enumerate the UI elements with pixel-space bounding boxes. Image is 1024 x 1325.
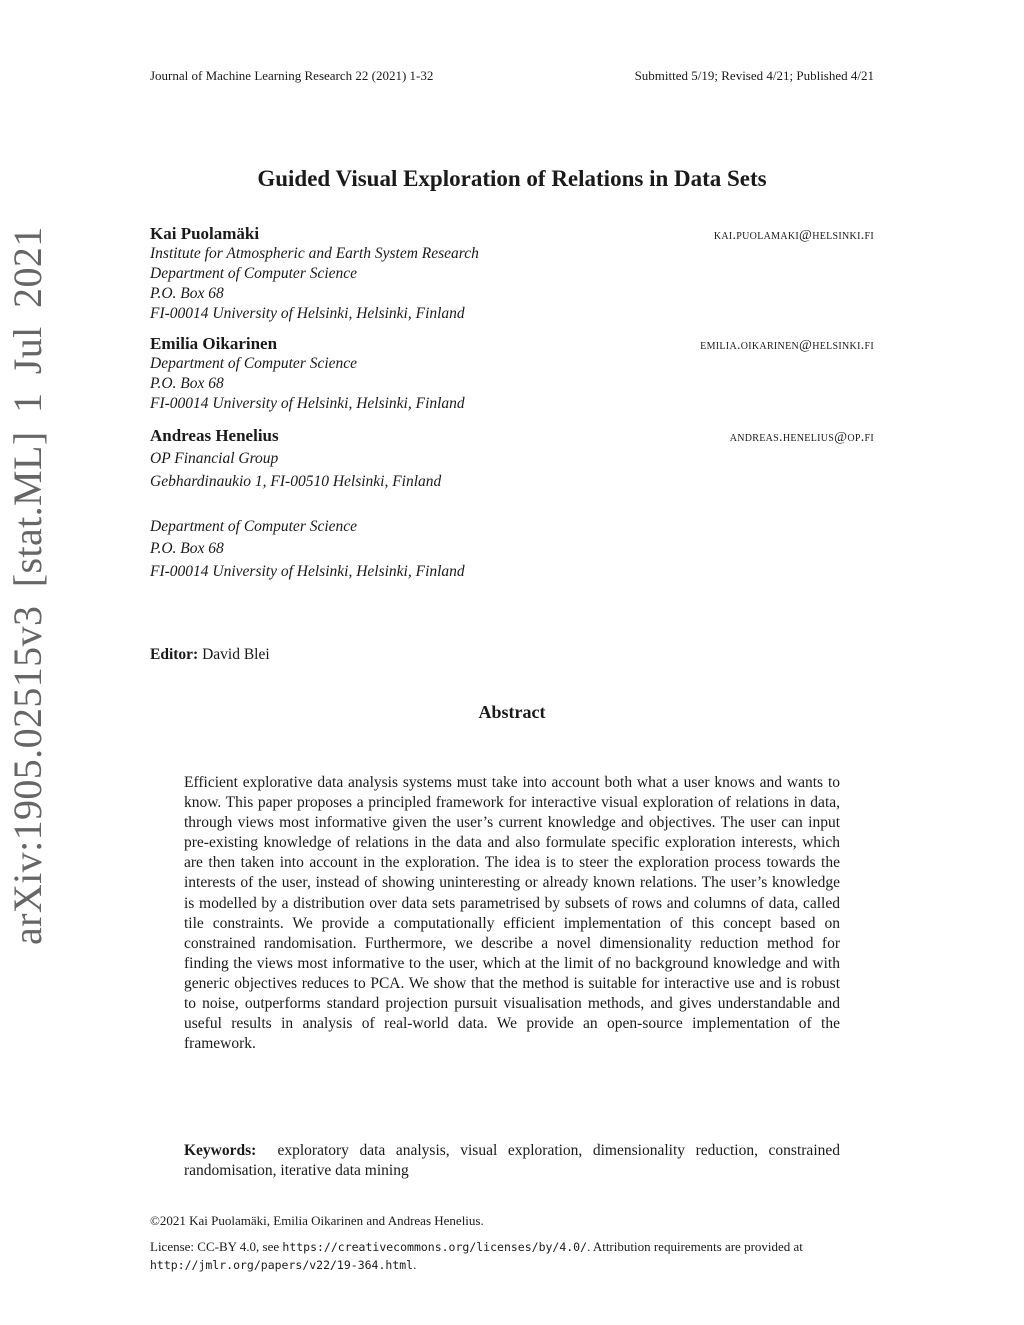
affiliation-line: Department of Computer Science <box>150 355 358 372</box>
arxiv-identifier[interactable]: arXiv:1905.02515v3 [stat.ML] 1 Jul 2021 <box>5 226 50 945</box>
affiliation-line: P.O. Box 68 <box>150 540 224 557</box>
abstract-body: Efficient explorative data analysis systems must take into account both what a user knows and wants to know. This paper proposes a principled framework for interactive visual exploration of relations in data, through views most informative given the user’s current knowledge and objectives. The user can input pre-existing knowledge of relations in the data and also formulate specific exploration interests, which are then taken into account in the exploration. The idea is to steer the exploration process towards the interests of the user, instead of showing uninteresting or already known relations. The user’s knowledge is modelled by a distribution over data sets parametrised by subsets of rows and columns of data, called tile constraints. We provide a computationally efficient implementation of this concept based on constrained randomisation. Furthermore, we describe a novel dimensionality reduction method for finding the views most informative to the user, which at the limit of no background knowledge and with generic objectives reduces to PCA. We show that the method is suitable for interactive use and is robust to noise, outperforms standard projection pursuit visualisation methods, and gives understandable and useful results in analysis of real-world data. We provide an open-source implementation of the framework. <box>184 774 840 1053</box>
license-prefix: License: CC-BY 4.0, see <box>150 1239 283 1254</box>
journal-header: Journal of Machine Learning Research 22 (2021) 1-32 <box>150 68 434 83</box>
affiliation-line: FI-00014 University of Helsinki, Helsinki, Finland <box>150 305 465 322</box>
license-suffix: . <box>413 1257 417 1272</box>
license-middle: . Attribution requirements are provided at <box>587 1239 803 1254</box>
affiliation-line: Gebhardinaukio 1, FI-00510 Helsinki, Finland <box>150 472 442 490</box>
affiliation-line: Department of Computer Science <box>150 265 358 282</box>
affiliation-line: Department of Computer Science <box>150 517 358 535</box>
abstract-heading: Abstract <box>478 702 546 722</box>
affiliation-spacer <box>150 493 874 516</box>
affiliation-line: P.O. Box 68 <box>150 375 224 392</box>
submission-dates: Submitted 5/19; Revised 4/21; Published 4/21 <box>634 68 874 83</box>
author-block-3 <box>150 426 874 583</box>
keywords-label: Keywords: <box>184 1142 257 1159</box>
author-name: Andreas Henelius <box>150 426 279 445</box>
copyright-notice: ©2021 Kai Puolamäki, Emilia Oikarinen and Andreas Henelius. <box>150 1213 484 1228</box>
editor-name: David Blei <box>202 646 270 663</box>
author-name: Emilia Oikarinen <box>150 334 278 353</box>
paper-title: Guided Visual Exploration of Relations in Data Sets <box>257 166 767 191</box>
keywords-text: exploratory data analysis, visual exploration, dimensionality reduction, constrained randomisation, iterative data mining <box>184 1142 840 1179</box>
editor-label: Editor: <box>150 646 199 663</box>
license-url-link[interactable]: https://creativecommons.org/licenses/by/4.0/ <box>282 1240 588 1254</box>
affiliation-line: FI-00014 University of Helsinki, Helsinki, Finland <box>150 395 465 412</box>
editor-line <box>150 646 270 664</box>
affiliation-line: P.O. Box 68 <box>150 285 224 302</box>
affiliation-line: Institute for Atmospheric and Earth System Research <box>150 245 479 262</box>
paper-url-link[interactable]: http://jmlr.org/papers/v22/19-364.html <box>150 1258 414 1272</box>
author-email[interactable]: emilia.oikarinen@helsinki.fi <box>700 338 874 353</box>
license-notice <box>150 1238 874 1274</box>
affiliation-line: OP Financial Group <box>150 450 279 467</box>
author-name: Kai Puolamäki <box>150 224 260 243</box>
author-block-2 <box>150 334 874 414</box>
keywords <box>184 1141 840 1181</box>
author-email[interactable]: andreas.henelius@op.fi <box>729 430 874 445</box>
affiliation-line: FI-00014 University of Helsinki, Helsinki, Finland <box>150 562 465 580</box>
author-email[interactable]: kai.puolamaki@helsinki.fi <box>713 228 874 243</box>
author-block-1 <box>150 224 874 324</box>
